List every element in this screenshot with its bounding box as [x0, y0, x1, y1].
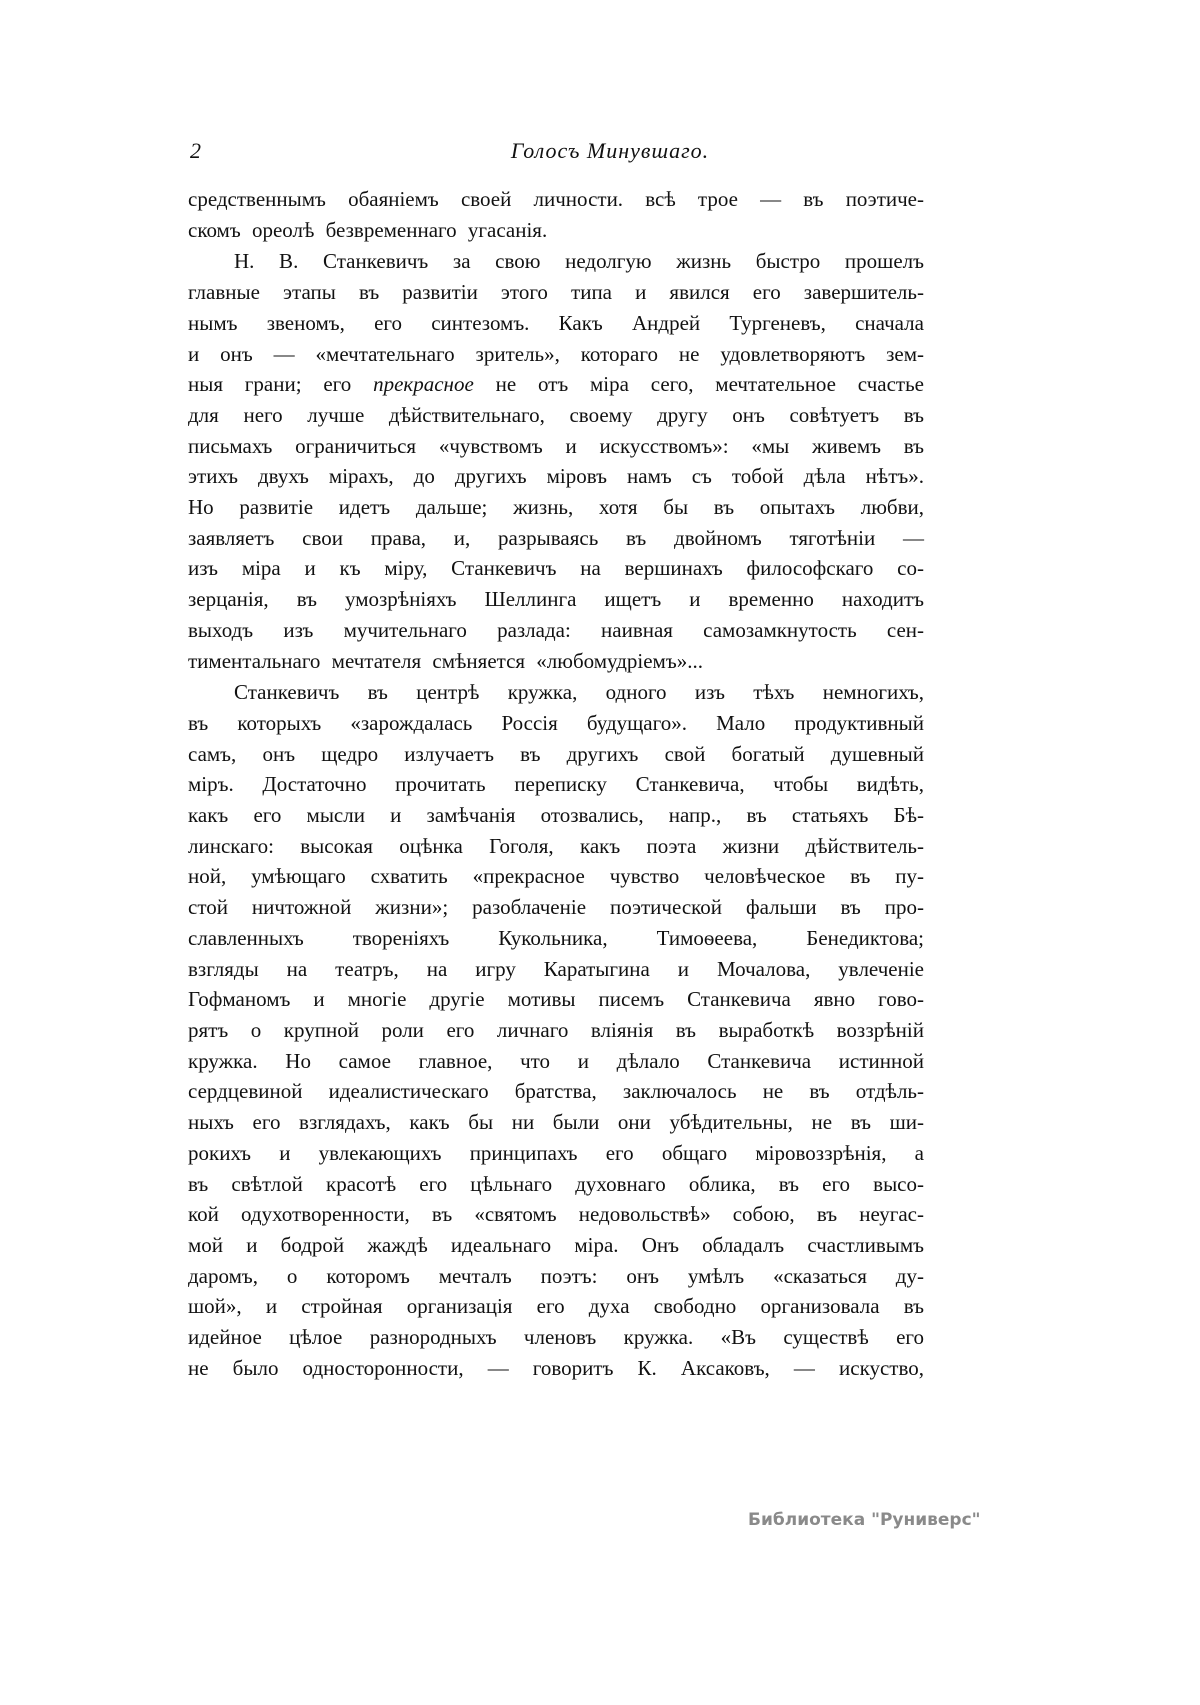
- paragraph: [188, 246, 924, 676]
- body-text: [188, 184, 924, 1383]
- text-line: выходъ изъ мучительнаго разлада: наивная самозамкнутость сен-: [188, 617, 924, 642]
- text-line: зерцанія, въ умозрѣніяхъ Шеллинга ищетъ и временно находитъ: [188, 587, 924, 612]
- text-line: Станкевичъ въ центрѣ кружка, одного изъ тѣхъ немногихъ,: [234, 680, 924, 705]
- text-line: тиментальнаго мечтателя смѣняется «любомудріемъ»...: [188, 648, 703, 673]
- text-line: мой и бодрой жаждѣ идеальнаго міра. Онъ обладалъ счастливымъ: [188, 1232, 924, 1257]
- italic-word: прекрасное: [373, 372, 474, 397]
- text-line: рятъ о крупной роли его личнаго вліянія въ выработкѣ воззрѣній: [188, 1017, 924, 1042]
- text-line: въ которыхъ «зарождалась Россія будущаго». Мало продуктивный: [188, 710, 924, 735]
- text-line: рокихъ и увлекающихъ принципахъ его общаго міровоззрѣнія, а: [188, 1140, 924, 1165]
- text-line: даромъ, о которомъ мечталъ поэтъ: онъ умѣлъ «сказаться ду-: [188, 1263, 924, 1288]
- text-line: Н. В. Станкевичъ за свою недолгую жизнь быстро прошелъ: [234, 249, 924, 274]
- text-line: линскаго: высокая оцѣнка Гоголя, какъ поэта жизни дѣйствитель-: [188, 833, 924, 858]
- text-line: и онъ — «мечтательнаго зритель», котораго не удовлетворяютъ зем-: [188, 341, 924, 366]
- text-line: Гофманомъ и многіе другіе мотивы писемъ Станкевича явно гово-: [188, 987, 924, 1012]
- text-line: ныхъ его взглядахъ, какъ бы ни были они убѣдительны, не въ ши-: [188, 1110, 924, 1135]
- library-watermark: Библиотека "Руниверс": [748, 1510, 981, 1530]
- text-line: міръ. Достаточно прочитать переписку Станкевича, чтобы видѣть,: [188, 772, 924, 797]
- text-line: стой ничтожной жизни»; разоблаченіе поэтической фальши въ про-: [188, 895, 924, 920]
- text-line: самъ, онъ щедро излучаетъ въ другихъ свой богатый душевный: [188, 741, 924, 766]
- text-line: средственнымъ обаяніемъ своей личности. всѣ трое — въ поэтиче-: [188, 187, 924, 211]
- text-line: [188, 369, 924, 400]
- text-line: кружка. Но самое главное, что и дѣлало Станкевича истинной: [188, 1048, 924, 1073]
- text-line: кой одухотворенности, въ «святомъ недовольствѣ» собою, въ неугас-: [188, 1202, 924, 1227]
- text-line: какъ его мысли и замѣчанія отозвались, напр., въ статьяхъ Бѣ-: [188, 803, 924, 828]
- text-line: для него лучше дѣйствительнаго, своему другу онъ совѣтуетъ въ: [188, 402, 924, 427]
- paragraph: [188, 677, 924, 1383]
- text-segment: ныя грани; его: [188, 372, 374, 397]
- text-line: сердцевиной идеалистическаго братства, заключалось не въ отдѣль-: [188, 1079, 924, 1104]
- text-line: шой», и стройная организація его духа свободно организовала въ: [188, 1294, 924, 1319]
- text-line: Но развитіе идетъ дальше; жизнь, хотя бы въ опытахъ любви,: [188, 495, 924, 520]
- text-line: нымъ звеномъ, его синтезомъ. Какъ Андрей Тургеневъ, сначала: [188, 310, 924, 335]
- text-line: ной, умѣющаго схватить «прекрасное чувство человѣческое въ пу-: [188, 864, 924, 889]
- text-line: письмахъ ограничиться «чувствомъ и искусствомъ»: «мы живемъ въ: [188, 433, 924, 458]
- text-line: въ свѣтлой красотѣ его цѣльнаго духовнаго облика, въ его высо-: [188, 1171, 924, 1196]
- text-line: идейное цѣлое разнородныхъ членовъ кружка. «Въ существѣ его: [188, 1325, 924, 1350]
- running-title: Голосъ Минувшаго.: [510, 138, 710, 163]
- text-line: не было односторонности, — говоритъ К. Аксаковъ, — искуство,: [188, 1355, 924, 1380]
- text-line: изъ міра и къ міру, Станкевичъ на вершинахъ философскаго со-: [188, 556, 924, 581]
- text-segment: не отъ міра сего, мечтательное счастье: [473, 372, 924, 397]
- text-line: взгляды на театръ, на игру Каратыгина и Мочалова, увлеченіе: [188, 956, 924, 981]
- text-line: скомъ ореолѣ безвременнаго угасанія.: [188, 217, 548, 242]
- paragraph: [188, 184, 924, 245]
- text-line: главные этапы въ развитіи этого типа и явился его завершитель-: [188, 280, 924, 305]
- text-line: этихъ двухъ мірахъ, до другихъ міровъ намъ съ тобой дѣла нѣтъ».: [188, 464, 924, 489]
- text-line: заявляетъ свои права, и, разрываясь въ двойномъ тяготѣніи —: [188, 525, 924, 550]
- text-line: славленныхъ твореніяхъ Кукольника, Тимоѳеева, Бенедиктова;: [188, 925, 924, 950]
- page-number: 2: [190, 138, 201, 163]
